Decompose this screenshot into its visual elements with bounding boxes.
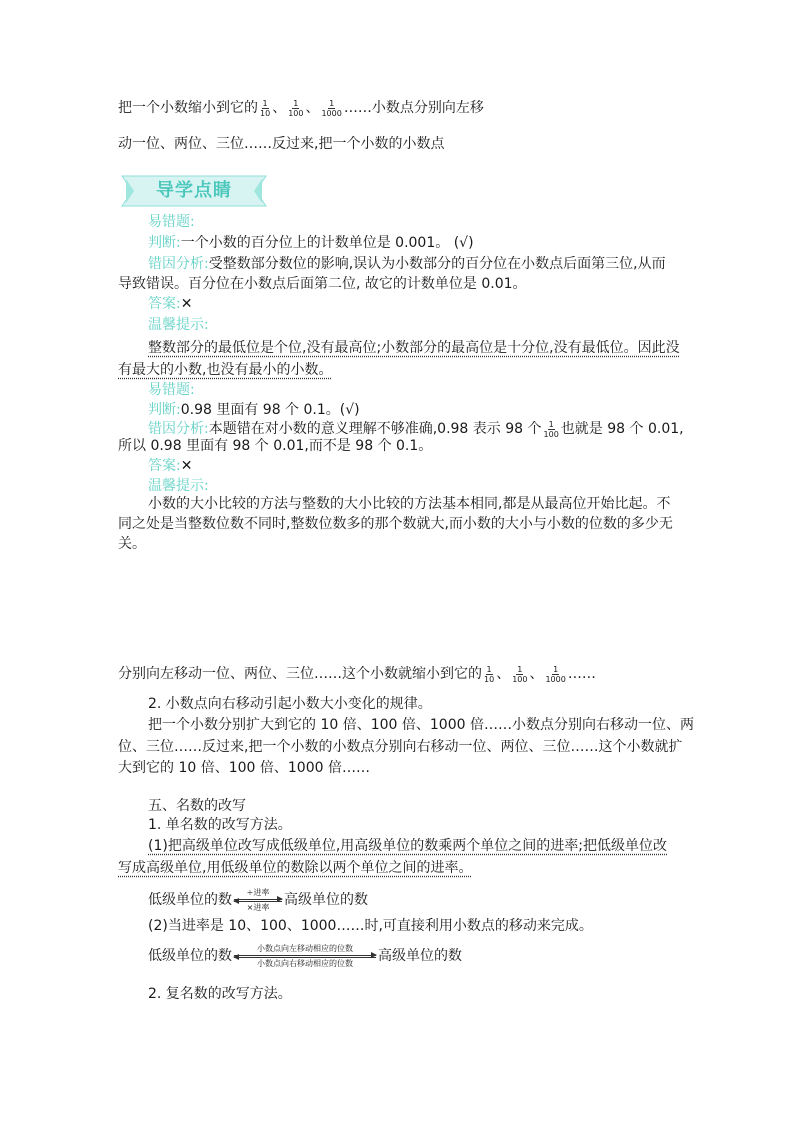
right-arrow [234,899,282,900]
section-heading: 五、名数的改写 [148,798,246,814]
label-tip: 温馨提示: [148,478,209,494]
answer-line [148,456,192,476]
analysis-text: 受整数部分数位的影响,误认为小数部分的百分位在小数点后面第三位,从而 [208,256,666,272]
answer-line [148,294,192,314]
separator: 、 [305,100,320,116]
fraction [259,99,271,118]
numerator: 1 [486,664,492,674]
heading: 2. 小数点向右移动引起小数大小变化的规律。 [148,696,432,712]
paragraph-line: 位、三位……反过来,把一个小数的小数点分别向右移动一位、两位、三位……这个小数就扩 [118,739,683,755]
label-answer: 答案: [148,296,181,312]
paragraph-line: (2)当进率是 10、100、1000……时,可直接利用小数点的移动来完成。 [148,918,593,934]
left-arrow [234,957,376,958]
tip-line-2: 有最大的小数,也没有最小的小数。 [118,362,333,378]
denominator: 100 [512,674,528,684]
numerator: 1 [517,664,523,674]
fraction [543,420,560,439]
judge-text: 0.98 里面有 98 个 0.1。(√) [180,402,360,418]
text-line [118,664,596,684]
judge-text: 一个小数的百分位上的计数单位是 0.001。 (√) [180,235,474,251]
denominator: 10 [260,108,271,118]
fraction [511,665,528,684]
answer-mark: ✕ [180,458,193,474]
right-arrow [234,955,376,956]
numerator: 1 [329,98,335,108]
formula-left: 低级单位的数 [148,892,232,908]
label-tip: 温馨提示: [148,317,209,333]
analysis-line-2: 所以 0.98 里面有 98 个 0.01,而不是 98 个 0.1。 [118,438,433,454]
arrow-bottom-label: ×进率 [246,902,270,912]
judge-line [148,233,474,253]
answer-mark: ✕ [180,296,193,312]
conversion-formula [148,938,462,974]
label-analysis: 错因分析: [148,256,209,272]
tip-line: 小数的大小比较的方法与整数的大小比较的方法基本相同,都是从最高位开始比起。不 [148,496,671,512]
arrow-top-label: 小数点向左移动相应的位数 [257,943,353,953]
paragraph-line: 大到它的 10 倍、100 倍、1000 倍…… [118,760,370,776]
numerator: 1 [262,98,268,108]
paragraph-line: 把一个小数分别扩大到它的 10 倍、100 倍、1000 倍……小数点分别向右移动一位、两 [148,717,694,733]
denominator: 1000 [321,108,342,118]
analysis-text: 也就是 98 个 0.01, [560,421,684,437]
fraction [483,665,495,684]
label-judge: 判断: [148,235,181,251]
fraction [544,665,566,684]
text-line [118,98,484,118]
formula-right: 高级单位的数 [284,892,368,908]
label-analysis: 错因分析: [148,421,209,437]
text: ……小数点分别向左移 [343,100,484,116]
analysis-text: 本题错在对小数的意义理解不够准确,0.98 表示 98 个 [208,421,542,437]
label-answer: 答案: [148,458,181,474]
paragraph-line: (1)把高级单位改写成低级单位,用高级单位的数乘两个单位之间的进率;把低级单位改 [148,838,667,854]
left-arrow [234,901,282,902]
subheading: 1. 单名数的改写方法。 [148,817,292,833]
paragraph-line: 写成高级单位,用低级单位的数除以两个单位之间的进率。 [118,860,473,876]
separator: 、 [272,100,287,116]
label-easy: 易错题: [148,214,195,230]
denominator: 100 [288,108,304,118]
denominator: 1000 [545,674,566,684]
denominator: 10 [484,674,495,684]
text: …… [567,666,596,682]
separator: 、 [529,666,544,682]
formula-left: 低级单位的数 [148,948,232,964]
denominator: 100 [543,429,559,439]
numerator: 1 [548,419,554,429]
banner-title: 导学点睛 [156,180,232,201]
fraction [287,99,304,118]
conversion-formula [148,884,368,916]
subheading: 2. 复名数的改写方法。 [148,986,292,1002]
fraction [320,99,342,118]
tip-line-2: 同之处是当整数位数不同时,整数位数多的那个数就大,而小数的大小与小数的位数的多少无 [118,516,673,532]
label-easy: 易错题: [148,382,195,398]
arrow-top-label: ÷进率 [246,887,270,897]
analysis-line [148,254,666,274]
text: 分别向左移动一位、两位、三位……这个小数就缩小到它的 [118,666,482,682]
text-line: 动一位、两位、三位……反过来,把一个小数的小数点 [118,136,445,152]
arrow-bottom-label: 小数点向右移动相应的位数 [257,958,353,968]
numerator: 1 [293,98,299,108]
tip-line-3: 关。 [118,536,146,552]
judge-line [148,400,360,420]
double-arrow [234,944,376,969]
double-arrow [234,888,282,913]
formula-right: 高级单位的数 [378,948,462,964]
numerator: 1 [553,664,559,674]
section-banner [118,174,270,208]
label-judge: 判断: [148,402,181,418]
analysis-line-2: 导致错误。百分位在小数点后面第二位, 故它的计数单位是 0.01。 [118,276,527,292]
tip-line: 整数部分的最低位是个位,没有最高位;小数部分的最高位是十分位,没有最低位。因此没 [148,340,680,356]
separator: 、 [496,666,511,682]
text: 把一个小数缩小到它的 [118,100,258,116]
